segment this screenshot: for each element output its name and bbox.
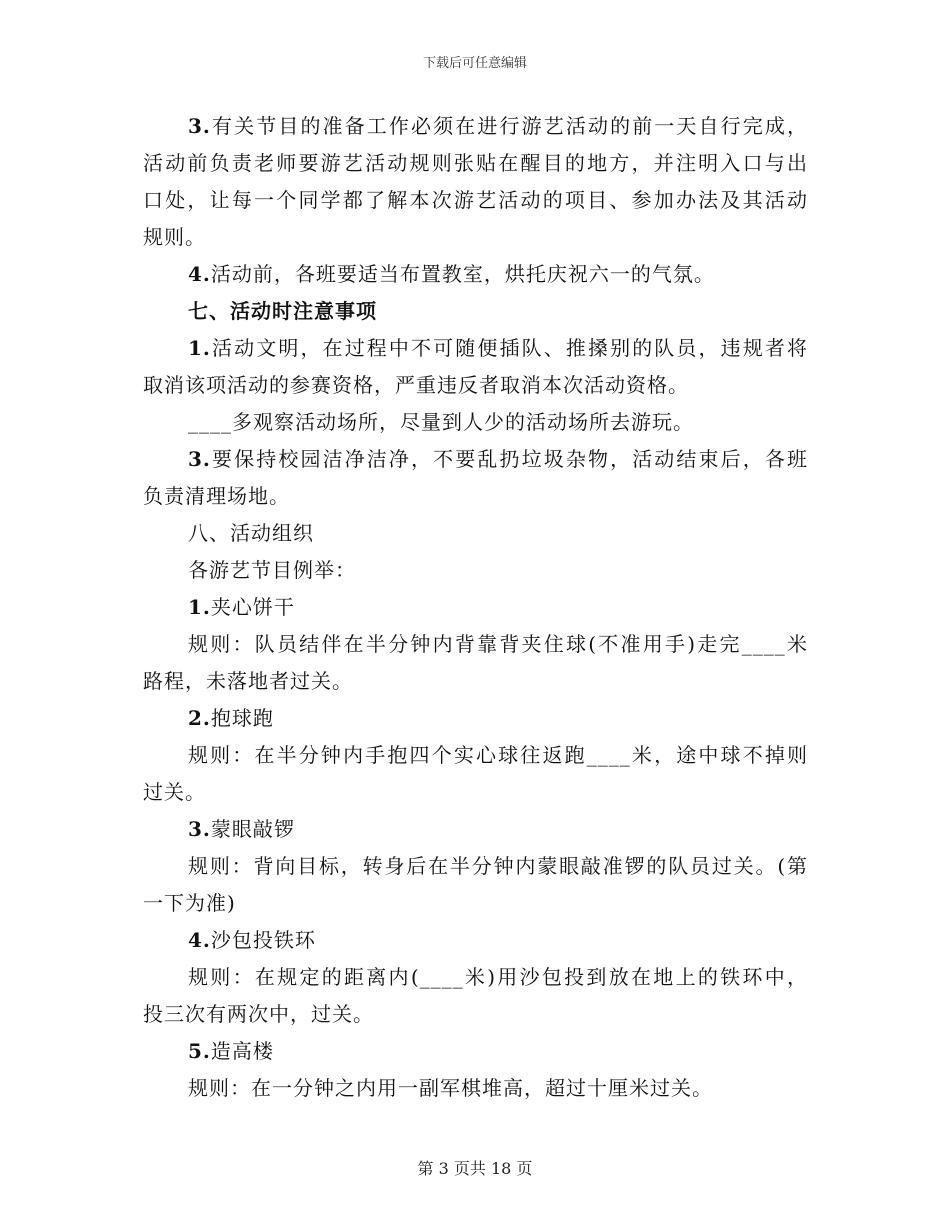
paragraph-line: 3.要保持校园洁净洁净，不要乱扔垃圾杂物，活动结束后，各班 — [188, 447, 808, 471]
paragraph-line: 规则：在半分钟内手抱四个实心球往返跑____米，途中球不掉则 — [188, 743, 808, 767]
paragraph-line: 规则：在规定的距离内(____米)用沙包投到放在地上的铁环中， — [188, 965, 808, 989]
paragraph-line: 路程，未落地者过关。 — [143, 669, 353, 693]
paragraph-line: 1.活动文明，在过程中不可随便插队、推搡别的队员，违规者将 — [188, 336, 808, 360]
section-heading: 七、活动时注意事项 — [188, 299, 377, 323]
paragraph-line: 规则。 — [143, 225, 206, 249]
paragraph-line: 负责清理场地。 — [143, 484, 290, 508]
paragraph-line: 取消该项活动的参赛资格，严重违反者取消本次活动资格。 — [143, 373, 689, 397]
section-heading: 八、活动组织 — [188, 521, 314, 545]
list-item-title: 1.夹心饼干 — [188, 595, 295, 619]
list-item-title: 3.蒙眼敲锣 — [188, 817, 295, 841]
paragraph-line: 4.活动前，各班要适当布置教室，烘托庆祝六一的气氛。 — [188, 262, 715, 286]
list-item-title: 2.抱球跑 — [188, 706, 274, 730]
item-number: 4. — [188, 928, 211, 952]
item-number: 1. — [188, 336, 211, 360]
item-number: 5. — [188, 1039, 211, 1063]
document-body — [143, 108, 808, 1107]
paragraph-line: ____多观察活动场所，尽量到人少的活动场所去游玩。 — [188, 410, 694, 434]
list-item-title: 5.造高楼 — [188, 1039, 274, 1063]
paragraph-line: 投三次有两次中，过关。 — [143, 1002, 374, 1026]
item-number: 3. — [188, 817, 211, 841]
paragraph-line: 规则：在一分钟之内用一副军棋堆高，超过十厘米过关。 — [188, 1076, 713, 1100]
paragraph-line: 活动前负责老师要游艺活动规则张贴在醒目的地方，并注明入口与出 — [143, 151, 808, 175]
item-number: 3. — [188, 114, 211, 138]
page-header: 下载后可任意编辑 — [422, 56, 527, 71]
paragraph-line: 口处，让每一个同学都了解本次游艺活动的项目、参加办法及其活动 — [143, 188, 808, 212]
page-footer: 第 3 页共 18 页 — [417, 1159, 533, 1178]
list-item-title: 4.沙包投铁环 — [188, 928, 316, 952]
item-number: 3. — [188, 447, 211, 471]
paragraph-line: 规则：背向目标，转身后在半分钟内蒙眼敲准锣的队员过关。(第 — [188, 854, 808, 878]
paragraph-line: 一下为准) — [143, 891, 236, 915]
item-number: 4. — [188, 262, 211, 286]
paragraph-line: 过关。 — [143, 780, 206, 804]
item-number: 1. — [188, 595, 211, 619]
item-number: 2. — [188, 706, 211, 730]
paragraph-line: 3.有关节目的准备工作必须在进行游艺活动的前一天自行完成， — [188, 114, 808, 138]
paragraph-line: 各游艺节目例举： — [188, 558, 356, 582]
paragraph-line: 规则：队员结伴在半分钟内背靠背夹住球(不准用手)走完____米 — [188, 632, 808, 656]
